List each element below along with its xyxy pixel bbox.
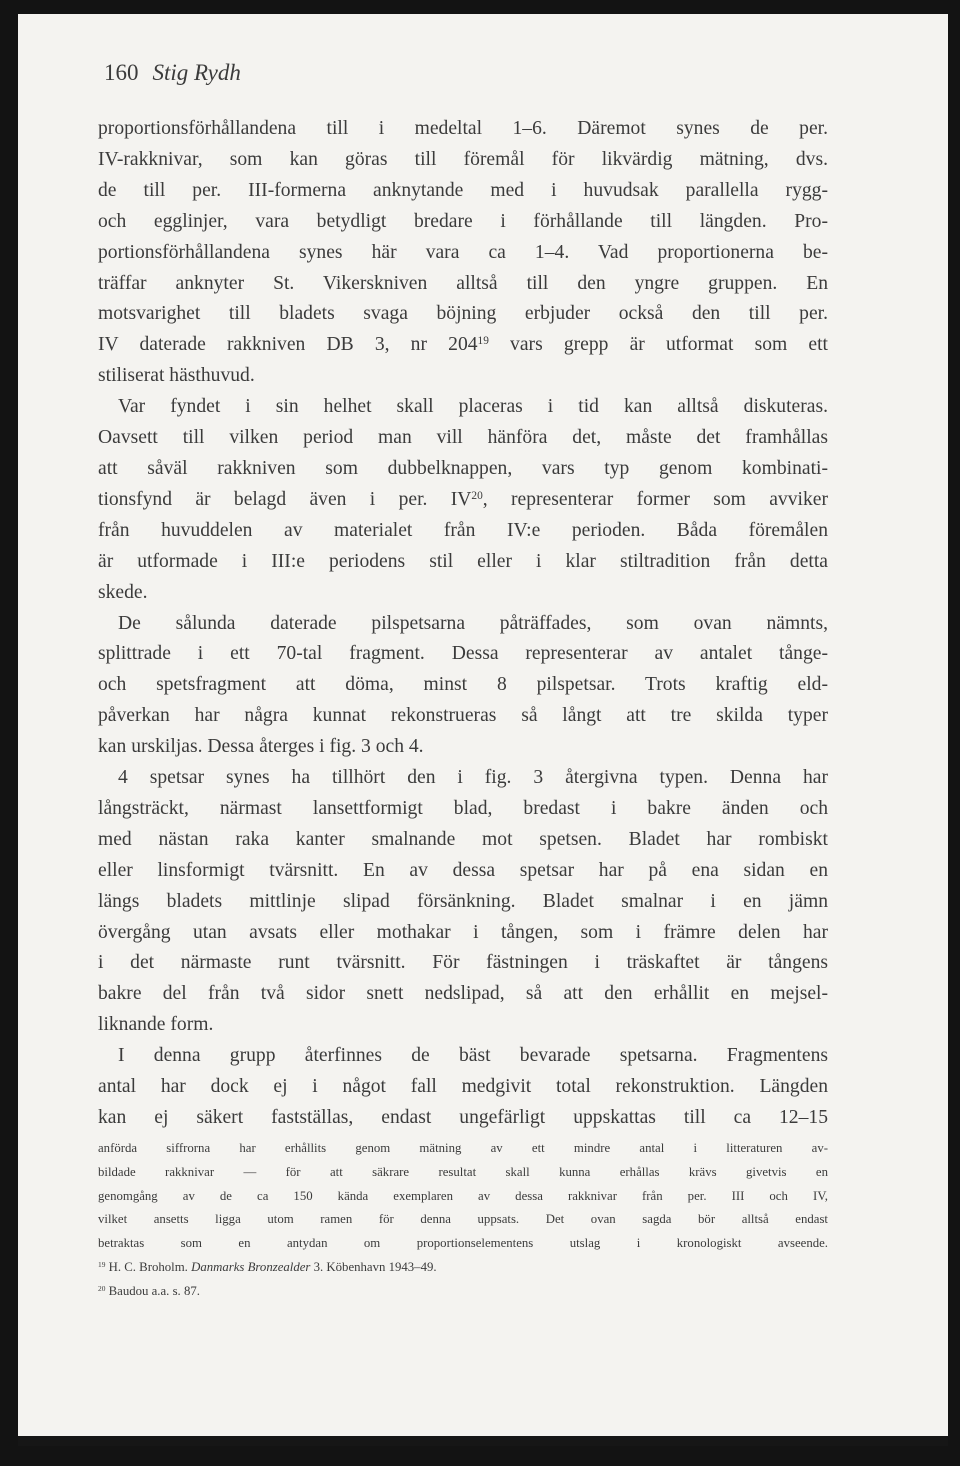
footnote-19 xyxy=(98,1256,828,1280)
paragraph xyxy=(98,763,828,1041)
text-line: stiliserat hästhuvud. xyxy=(98,365,255,387)
footnote-line: genomgång av de ca 150 kända exemplaren av dessa rakknivar från per. III och IV, xyxy=(98,1188,828,1203)
text-span: tionsfynd är belagd även i per. IV xyxy=(98,488,472,510)
text-line: träffar anknyter St. Vikerskniven alltså till den yngre gruppen. En xyxy=(98,272,828,294)
text-line: är utformade i III:e periodens stil eller i klar stiltradition från detta xyxy=(98,550,828,572)
text-line: längs bladets mittlinje slipad försänkning. Bladet smalnar i en jämn xyxy=(98,890,828,912)
text-line: splittrade i ett 70-tal fragment. Dessa representerar av antalet tånge- xyxy=(98,643,828,665)
footnote-marker: 19 xyxy=(98,1259,106,1269)
paragraph xyxy=(98,392,828,608)
footnote-ref-20[interactable]: 20 xyxy=(471,489,483,502)
footnote-line: bildade rakknivar — för att säkrare resultat skall kunna erhållas krävs givetvis en xyxy=(98,1164,828,1179)
footnote-text: H. C. Broholm. xyxy=(108,1259,192,1274)
text-line xyxy=(98,330,828,361)
text-line: från huvuddelen av materialet från IV:e perioden. Båda föremålen xyxy=(98,519,828,541)
text-line: övergång utan avsats eller mothakar i tången, som i främre delen har xyxy=(98,921,828,943)
footnote-book-title: Danmarks Bronzealder xyxy=(191,1259,311,1274)
footnote-line: betraktas som en antydan om proportionselementens utslag i kronologiskt avseende. xyxy=(98,1236,828,1251)
text-line: Var fyndet i sin helhet skall placeras i tid kan alltså diskuteras. xyxy=(118,396,828,418)
text-line: kan ej säkert fastställas, endast ungefärligt uppskattas till ca 12–15 xyxy=(98,1107,828,1128)
footnote-20 xyxy=(98,1280,828,1304)
text-line: liknande form. xyxy=(98,1014,214,1036)
footnote-line: anförda siffrorna har erhållits genom mätning av ett mindre antal i litteraturen av- xyxy=(98,1141,828,1155)
text-line: motsvarighet till bladets svaga böjning erbjuder också den till per. xyxy=(98,303,828,325)
running-title: Stig Rydh xyxy=(152,60,241,85)
footnote-marker: 20 xyxy=(98,1283,106,1293)
text-line: i det närmaste runt tvärsnitt. För fästningen i träskaftet är tångens xyxy=(98,952,828,974)
paragraph xyxy=(98,114,828,392)
text-line: portionsförhållandena synes här vara ca 1–4. Vad proportionerna be- xyxy=(98,241,828,263)
paragraph xyxy=(98,609,828,764)
text-line: långsträckt, närmast lansettformigt blad, bredast i bakre änden och xyxy=(98,797,828,819)
footnotes xyxy=(98,1137,828,1304)
text-line: och spetsfragment att döma, minst 8 pilspetsar. Trots kraftig eld- xyxy=(98,674,828,696)
text-line: antal har dock ej i något fall medgivit total rekonstruktion. Längden xyxy=(98,1076,828,1098)
text-span: IV daterade rakkniven DB 3, nr 204 xyxy=(98,334,478,356)
text-line: Oavsett till vilken period man vill hänföra det, måste det framhållas xyxy=(98,427,828,449)
text-line: med nästan raka kanter smalnande mot spetsen. Bladet har rombiskt xyxy=(98,828,828,850)
text-line: 4 spetsar synes ha tillhört den i fig. 3 återgivna typen. Denna har xyxy=(118,767,828,789)
text-line: proportionsförhållandena till i medeltal 1–6. Däremot synes de per. xyxy=(98,118,828,139)
footnote-line: vilket ansetts ligga utom ramen för denna uppsats. Det ovan sagda bör alltså endast xyxy=(98,1212,828,1227)
paragraph xyxy=(98,1041,828,1134)
footnote-text: Baudou a.a. s. 87. xyxy=(108,1283,200,1298)
footnote-text: 3. Köbenhavn 1943–49. xyxy=(310,1259,437,1274)
text-line: att såväl rakkniven som dubbelknappen, vars typ genom kombinati- xyxy=(98,457,828,479)
text-line: I denna grupp återfinnes de bäst bevarade spetsarna. Fragmentens xyxy=(118,1045,828,1067)
footnote-ref-19[interactable]: 19 xyxy=(477,335,489,348)
text-line: påverkan har några kunnat rekonstrueras så långt att tre skilda typer xyxy=(98,705,828,727)
text-line: skede. xyxy=(98,581,148,603)
book-page xyxy=(18,14,948,1446)
scan-bottom-edge xyxy=(18,1436,948,1446)
text-span: , representerar former som avviker xyxy=(482,488,828,510)
body-text xyxy=(98,114,828,1134)
text-line xyxy=(98,485,828,516)
text-line: De sålunda daterade pilspetsarna påträffades, som ovan nämnts, xyxy=(118,612,828,634)
page-number: 160 xyxy=(104,60,139,85)
running-header xyxy=(104,60,241,86)
text-line: och egglinjer, vara betydligt bredare i förhållande till längden. Pro- xyxy=(98,210,828,232)
text-span: vars grepp är utformat som ett xyxy=(488,334,828,356)
text-line: IV-rakknivar, som kan göras till föremål för likvärdig mätning, dvs. xyxy=(98,148,828,170)
text-line: kan urskiljas. Dessa återges i fig. 3 och 4. xyxy=(98,736,424,758)
text-line: eller linsformigt tvärsnitt. En av dessa spetsar har på ena sidan en xyxy=(98,859,828,881)
text-line: de till per. III-formerna anknytande med i huvudsak parallella rygg- xyxy=(98,179,828,201)
text-line: bakre del från två sidor snett nedslipad, så att den erhållit en mejsel- xyxy=(98,983,828,1005)
